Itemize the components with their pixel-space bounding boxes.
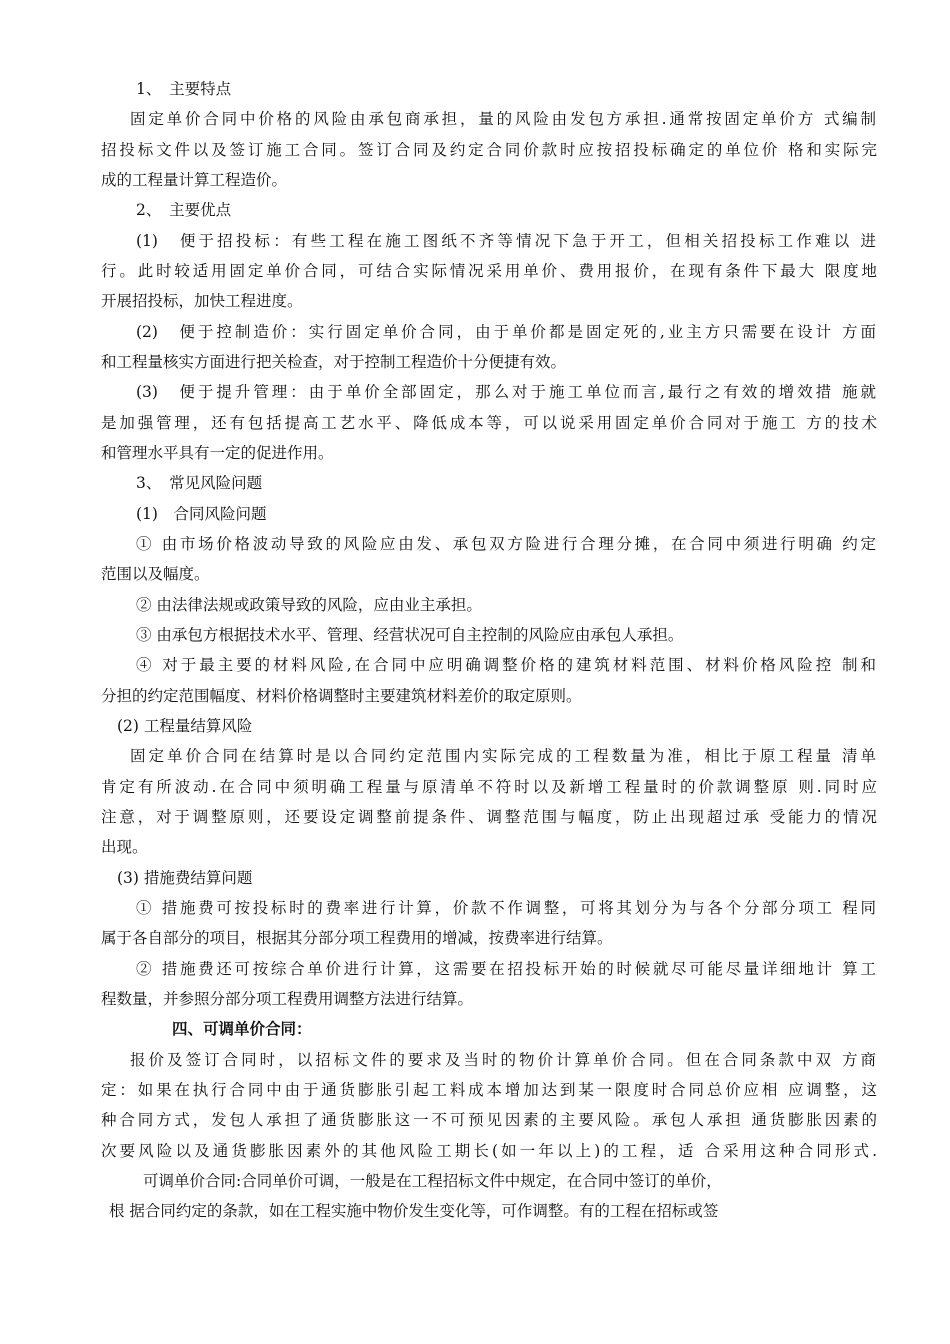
paragraph-line: 可调单价合同:合同单价可调，一般是在工程招标文件中规定，在合同中签订的单价，	[143, 1172, 722, 1190]
subheading-quantity-risk: (2) 工程量结算风险	[117, 717, 253, 735]
paragraph-line: ③ 由承包方根据技术水平、管理、经营状况可自主控制的风险应由承包人承担。	[136, 626, 684, 644]
paragraph-line: 和工程量核实方面进行把关检查，对于控制工程造价十分便捷有效。	[101, 353, 567, 371]
paragraph-line: ① 措施费可按投标时的费率进行计算，价款不作调整，可将其划分为与各个分部分项工 程同	[136, 899, 876, 917]
paragraph-line: 开展招投标，加快工程进度。	[101, 292, 303, 310]
paragraph-line: 次要风险以及通货膨胀因素外的其他风险工期长(如一年以上)的工程，适 合采用这种合同形式.	[101, 1142, 877, 1160]
paragraph-line: 固定单价合同在结算时是以合同约定范围内实际完成的工程数量为准，相比于原工程量 清单	[130, 747, 876, 765]
paragraph-line: 程数量，并参照分部分项工程费用调整方法进行结算。	[101, 990, 474, 1008]
paragraph-line: 肯定有所波动.在合同中须明确工程量与原清单不符时以及新增工程量时的价款调整原 则.同时应	[101, 778, 877, 796]
paragraph-line: 定：如果在执行合同中由于通货膨胀引起工料成本增加达到某一限度时合同总价应相 应调整，这	[101, 1081, 877, 1099]
paragraph-line: 报价及签订合同时，以招标文件的要求及当时的物价计算单价合同。但在合同条款中双 方商	[130, 1051, 876, 1069]
subheading-measure-fee: (3) 措施费结算问题	[117, 869, 253, 887]
paragraph-line: 属于各自部分的项目，根据其分部分项工程费用的增减，按费率进行结算。	[101, 929, 613, 947]
heading-common-risks: 3、 常见风险问题	[136, 474, 263, 492]
paragraph-line: 招投标文件以及签订施工合同。签订合同及约定合同价款时应按招投标确定的单位价 格和实际完	[101, 141, 877, 159]
heading-main-advantages: 2、 主要优点	[136, 201, 232, 219]
paragraph-line: ② 由法律法规或政策导致的风险，应由业主承担。	[136, 596, 482, 614]
paragraph-line: (1) 便于招投标：有些工程在施工图纸不齐等情况下急于开工，但相关招投标工作难以 进	[136, 232, 876, 250]
paragraph-line: 分担的约定范围幅度、材料价格调整时主要建筑材料差价的取定原则。	[101, 687, 582, 705]
paragraph-line: ④ 对于最主要的材料风险,在合同中应明确调整价格的建筑材料范围、材料价格风险控 制和	[136, 656, 876, 674]
subheading-contract-risk: (1) 合同风险问题	[136, 505, 267, 523]
paragraph-line: 注意，对于调整原则，还要设定调整前提条件、调整范围与幅度，防止出现超过承 受能力的情况	[101, 808, 877, 826]
paragraph-line: 和管理水平具有一定的促进作用。	[101, 444, 334, 462]
heading-main-features: 1、 主要特点	[136, 80, 232, 98]
paragraph-line: 出现。	[101, 838, 148, 856]
paragraph-line: 范围以及幅度。	[101, 565, 210, 583]
paragraph-line: ① 由市场价格波动导致的风险应由发、承包双方险进行合理分摊，在合同中须进行明确 约定	[136, 535, 876, 553]
paragraph-line: 成的工程量计算工程造价。	[101, 171, 288, 189]
paragraph-line: (2) 便于控制造价：实行固定单价合同，由于单价都是固定死的,业主方只需要在设计 方面	[136, 323, 876, 341]
paragraph-line: ② 措施费还可按综合单价进行计算，这需要在招投标开始的时候就尽可能尽量详细地计 算工	[136, 960, 876, 978]
section-heading-adjustable-unit-price: 四、可调单价合同：	[172, 1019, 312, 1038]
paragraph-line: 行。此时较适用固定单价合同，可结合实际情况采用单价、费用报价，在现有条件下最大 限度地	[101, 262, 877, 280]
paragraph-line: 固定单价合同中价格的风险由承包商承担，量的风险由发包方承担.通常按固定单价方 式编制	[130, 110, 876, 128]
paragraph-line: 种合同方式，发包人承担了通货膨胀这一不可预见因素的主要风险。承包人承担 通货膨胀因素的	[101, 1111, 877, 1129]
paragraph-line: 根 据合同约定的条款，如在工程实施中物价发生变化等，可作调整。有的工程在招标或签	[109, 1202, 719, 1220]
paragraph-line: 是加强管理，还有包括提高工艺水平、降低成本等，可以说采用固定单价合同对于施工 方的技术	[101, 414, 877, 432]
paragraph-line: (3) 便于提升管理：由于单价全部固定，那么对于施工单位而言,最行之有效的增效措 施就	[136, 383, 876, 401]
